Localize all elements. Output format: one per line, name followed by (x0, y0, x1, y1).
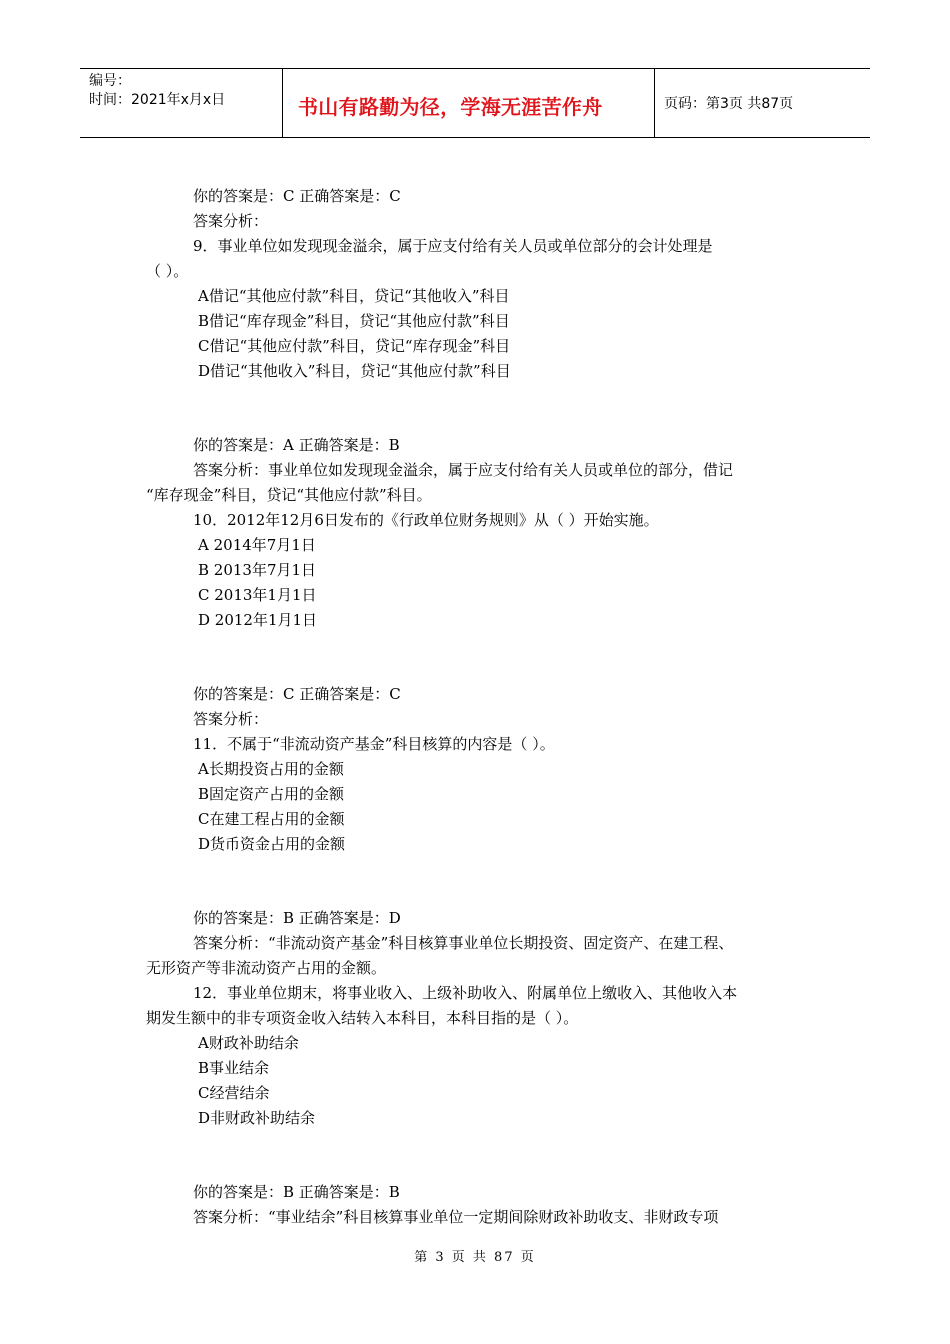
option-d: D 2012年1月1日 (198, 611, 318, 629)
analysis-line-cont: 无形资产等非流动资产占用的金额。 (146, 959, 387, 977)
page-footer: 第 3 页 共 87 页 (414, 1250, 536, 1265)
header-page-cell (655, 69, 870, 137)
analysis-line: 答案分析：“事业结余”科目核算事业单位一定期间除财政补助收支、非财政专项 (193, 1208, 719, 1226)
option-d: D货币资金占用的金额 (198, 835, 346, 853)
option-d: D非财政补助结余 (198, 1109, 316, 1127)
analysis-line: 答案分析：事业单位如发现现金溢余，属于应支付给有关人员或单位的部分，借记 (193, 461, 734, 479)
option-b: B借记“库存现金”科目，贷记“其他应付款”科目 (198, 312, 510, 330)
option-a: A借记“其他应付款”科目，贷记“其他收入”科目 (198, 287, 510, 305)
answer-line: 你的答案是：B 正确答案是：D (193, 909, 401, 927)
answer-line: 你的答案是：C 正确答案是：C (193, 187, 401, 205)
question-12-cont: 期发生额中的非专项资金收入结转入本科目，本科目指的是（ ）。 (146, 1009, 579, 1027)
header-meta-cell (80, 69, 283, 137)
header-motto-cell (283, 69, 655, 137)
option-d: D借记“其他收入”科目，贷记“其他应付款”科目 (198, 362, 511, 380)
option-a: A财政补助结余 (198, 1034, 299, 1052)
option-c: C在建工程占用的金额 (198, 810, 345, 828)
question-9: 9．事业单位如发现现金溢余，属于应支付给有关人员或单位部分的会计处理是 (193, 237, 713, 255)
option-a: A 2014年7月1日 (198, 536, 316, 554)
option-c: C借记“其他应付款”科目，贷记“库存现金”科目 (198, 337, 511, 355)
doc-id-label: 编号： (89, 73, 131, 89)
option-a: A长期投资占用的金额 (198, 760, 344, 778)
analysis-line: 答案分析： (193, 710, 269, 728)
option-b: B固定资产占用的金额 (198, 785, 345, 803)
option-b: B 2013年7月1日 (198, 561, 317, 579)
option-c: C经营结余 (198, 1084, 270, 1102)
answer-line: 你的答案是：A 正确答案是：B (193, 436, 400, 454)
answer-line: 你的答案是：C 正确答案是：C (193, 685, 401, 703)
question-9-cont: （ ）。 (146, 262, 189, 280)
page-number-label: 页码：第3页 共87页 (664, 96, 794, 112)
analysis-line-cont: “库存现金”科目，贷记“其他应付款”科目。 (146, 486, 432, 504)
question-11: 11．不属于“非流动资产基金”科目核算的内容是（ ）。 (193, 735, 555, 753)
answer-line: 你的答案是：B 正确答案是：B (193, 1183, 400, 1201)
page-header (80, 68, 870, 138)
question-12: 12．事业单位期末，将事业收入、上级补助收入、附属单位上缴收入、其他收入本 (193, 984, 738, 1002)
motto-text: 书山有路勤为径，学海无涯苦作舟 (298, 95, 603, 119)
question-10: 10．2012年12月6日发布的《行政单位财务规则》从（ ）开始实施。 (193, 511, 659, 529)
analysis-line: 答案分析： (193, 212, 269, 230)
analysis-line: 答案分析：“非流动资产基金”科目核算事业单位长期投资、固定资产、在建工程、 (193, 934, 734, 952)
doc-time-label: 时间：2021年x月x日 (89, 92, 226, 108)
option-c: C 2013年1月1日 (198, 586, 317, 604)
option-b: B事业结余 (198, 1059, 270, 1077)
